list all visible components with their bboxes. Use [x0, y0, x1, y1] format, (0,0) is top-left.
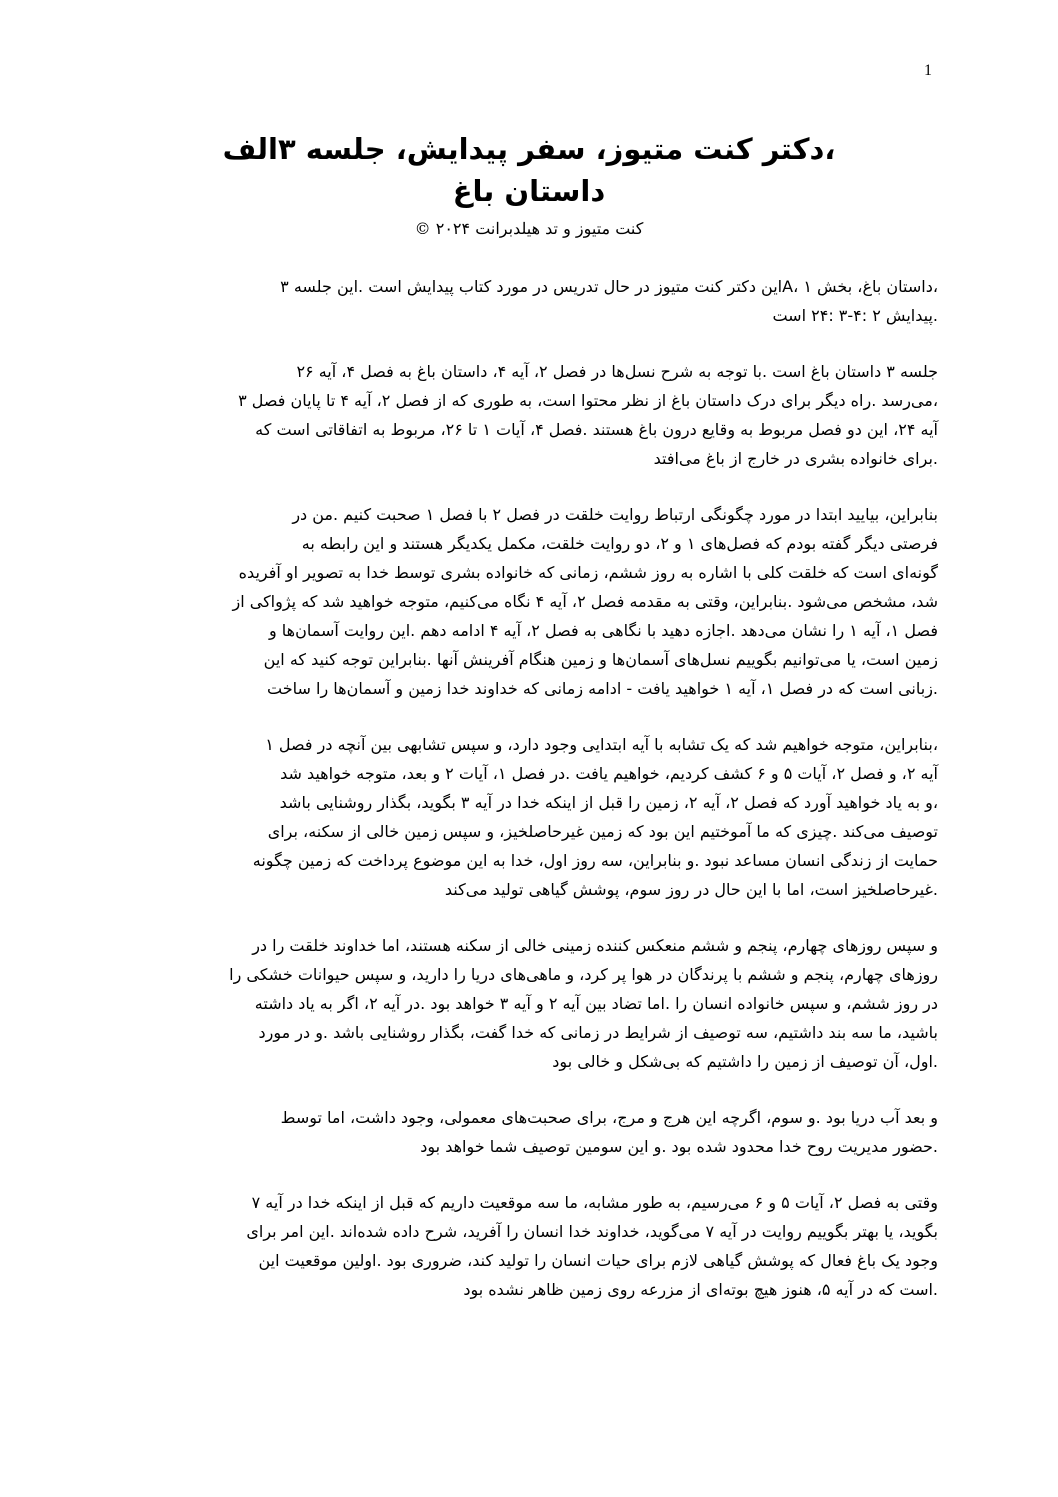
- text-line: وقتی به فصل ۲، آیات ۵ و ۶ می‌رسیم، به طور مشابه، ما سه موقعیت داریم که قبل از اینکه خدا در آیه ۷: [251, 1193, 938, 1212]
- text-line: ،و به یاد خواهید آورد که فصل ۲، آیه ۲، زمین را قبل از اینکه خدا در آیه ۳ بگوید، بگذار روشنایی باشد: [279, 793, 938, 812]
- copyright-line: کنت متیوز و تد هیلدبرانت ۲۰۲۴ ©: [414, 219, 644, 238]
- paragraph-1: [128, 272, 938, 330]
- text-line: وجود یک باغ فعال که پوشش گیاهی لازم برای حیات انسان را تولید کند، ضروری بود .اولین موقعیت این: [258, 1251, 938, 1270]
- text-line: و بعد آب دریا بود .و سوم، اگرچه این هرج و مرج، برای صحبت‌های معمولی، وجود داشت، اما توسط: [280, 1108, 938, 1127]
- text-line: و سپس روزهای چهارم، پنجم و ششم منعکس کننده زمینی خالی از سکنه هستند، اما خداوند خلقت را در: [252, 936, 938, 955]
- text-line: .پیدایش ۲ :۴-۳ :۲۴ است: [772, 306, 938, 325]
- paragraph-5: [128, 931, 938, 1076]
- text-line: .غیرحاصلخیز است، اما با این حال در روز سوم، پوشش گیاهی تولید می‌کند: [444, 880, 938, 899]
- paragraph-3: [128, 500, 938, 703]
- text-line: آیه ۲، و فصل ۲، آیات ۵ و ۶ کشف کردیم، خواهیم یافت .در فصل ۱، آیات ۲ و بعد، متوجه خواهید شد: [280, 764, 938, 783]
- text-line: ،می‌رسد .راه دیگر برای درک داستان باغ از نظر محتوا است، به طوری که از فصل ۲، آیه ۴ تا پایان فصل ۳: [238, 391, 938, 410]
- text-line: در روز ششم، و سپس خانواده انسان را .اما تضاد بین آیه ۲ و آیه ۳ خواهد بود .در آیه ۲، اگر به یاد داشته: [254, 994, 938, 1013]
- text-line: .است که در آیه ۵، هنوز هیچ بوته‌ای از مزرعه روی زمین ظاهر نشده بود: [463, 1280, 938, 1299]
- paragraph-2: [128, 357, 938, 473]
- text-line: گونه‌ای است که خلقت کلی با اشاره به روز ششم، زمانی که خانواده بشری توسط خدا به تصویر او آفریده: [238, 563, 938, 582]
- paragraph-6: [128, 1103, 938, 1161]
- text-line: فرصتی دیگر گفته بودم که فصل‌های ۱ و ۲، دو روایت خلقت، مکمل یکدیگر هستند و این رابطه به: [301, 534, 938, 553]
- text-line: ،بنابراین، متوجه خواهیم شد که یک تشابه با آیه ابتدایی وجود دارد، و سپس تشابهی بین آنچه در فصل ۱: [265, 735, 938, 754]
- text-line: جلسه ۳ داستان باغ است .با توجه به شرح نسل‌ها در فصل ۲، آیه ۴، داستان باغ به فصل ۴، آیه ۲۶: [296, 362, 938, 381]
- title-block: [0, 128, 1058, 244]
- paragraph-4: [128, 730, 938, 904]
- text-line: شد، مشخص می‌شود .بنابراین، وقتی به مقدمه فصل ۲، آیه ۴ نگاه می‌کنیم، متوجه خواهید شد که پژواکی از: [232, 592, 938, 611]
- text-line: روزهای چهارم، پنجم و ششم با پرندگان در هوا پر کرد، و ماهی‌های دریا را دارید، و سپس حیوانات خشکی را: [229, 965, 938, 984]
- text-line: آیه ۲۴، این دو فصل مربوط به وقایع درون باغ هستند .فصل ۴، آیات ۱ تا ۲۶، مربوط به اتفاقاتی است که: [255, 420, 938, 439]
- text-line: .حضور مدیریت روح خدا محدود شده بود .و این سومین توصیف شما خواهد بود: [420, 1137, 938, 1156]
- text-line: بنابراین، بیایید ابتدا در مورد چگونگی ارتباط روایت خلقت در فصل ۲ با فصل ۱ صحبت کنیم .من در: [292, 505, 938, 524]
- paragraph-7: [128, 1188, 938, 1304]
- document-body: [128, 272, 938, 1331]
- text-line: فصل ۱، آیه ۱ را نشان می‌دهد .اجازه دهید با نگاهی به فصل ۲، آیه ۴ ادامه دهم .این روایت آسمان‌ها و: [268, 621, 938, 640]
- page-number: 1: [924, 62, 932, 79]
- text-line: .اول، آن توصیف از زمین را داشتیم که بی‌شکل و خالی بود: [552, 1052, 938, 1071]
- text-line: حمایت از زندگی انسان مساعد نبود .و بنابراین، سه روز اول، خدا به این موضوع پرداخت که زمین چگونه: [252, 851, 938, 870]
- document-subtitle: داستان باغ: [452, 174, 606, 208]
- text-line: باشید، ما سه بند داشتیم، سه توصیف از شرایط در زمانی که خدا گفت، بگذار روشنایی باشد .و در مورد: [258, 1023, 938, 1042]
- text-line: بگوید، یا بهتر بگوییم روایت در آیه ۷ می‌گوید، خداوند خدا انسان را آفرید، شرح داده شده‌اند .این امر برای: [246, 1222, 938, 1241]
- text-line: .برای خانواده بشری در خارج از باغ می‌افتد: [653, 449, 938, 468]
- text-line: توصیف می‌کند .چیزی که ما آموختیم این بود که زمین غیرحاصلخیز، و سپس زمین خالی از سکنه، برای: [267, 822, 938, 841]
- text-line: .زبانی است که در فصل ۱، آیه ۱ خواهید یافت - ادامه زمانی که خداوند خدا زمین و آسمان‌ها را ساخت: [267, 679, 938, 698]
- text-line: ،داستان باغ، بخش ۱ ،Aاین دکتر کنت متیوز در حال تدریس در مورد کتاب پیدایش است .این جلسه ۳: [280, 277, 938, 296]
- document-title: ،دکتر کنت متیوز، سفر پیدایش، جلسه ۳الف: [222, 132, 836, 166]
- text-line: زمین است، یا می‌توانیم بگوییم نسل‌های آسمان‌ها و زمین هنگام آفرینش آنها .بنابراین توجه کنید که این: [263, 650, 938, 669]
